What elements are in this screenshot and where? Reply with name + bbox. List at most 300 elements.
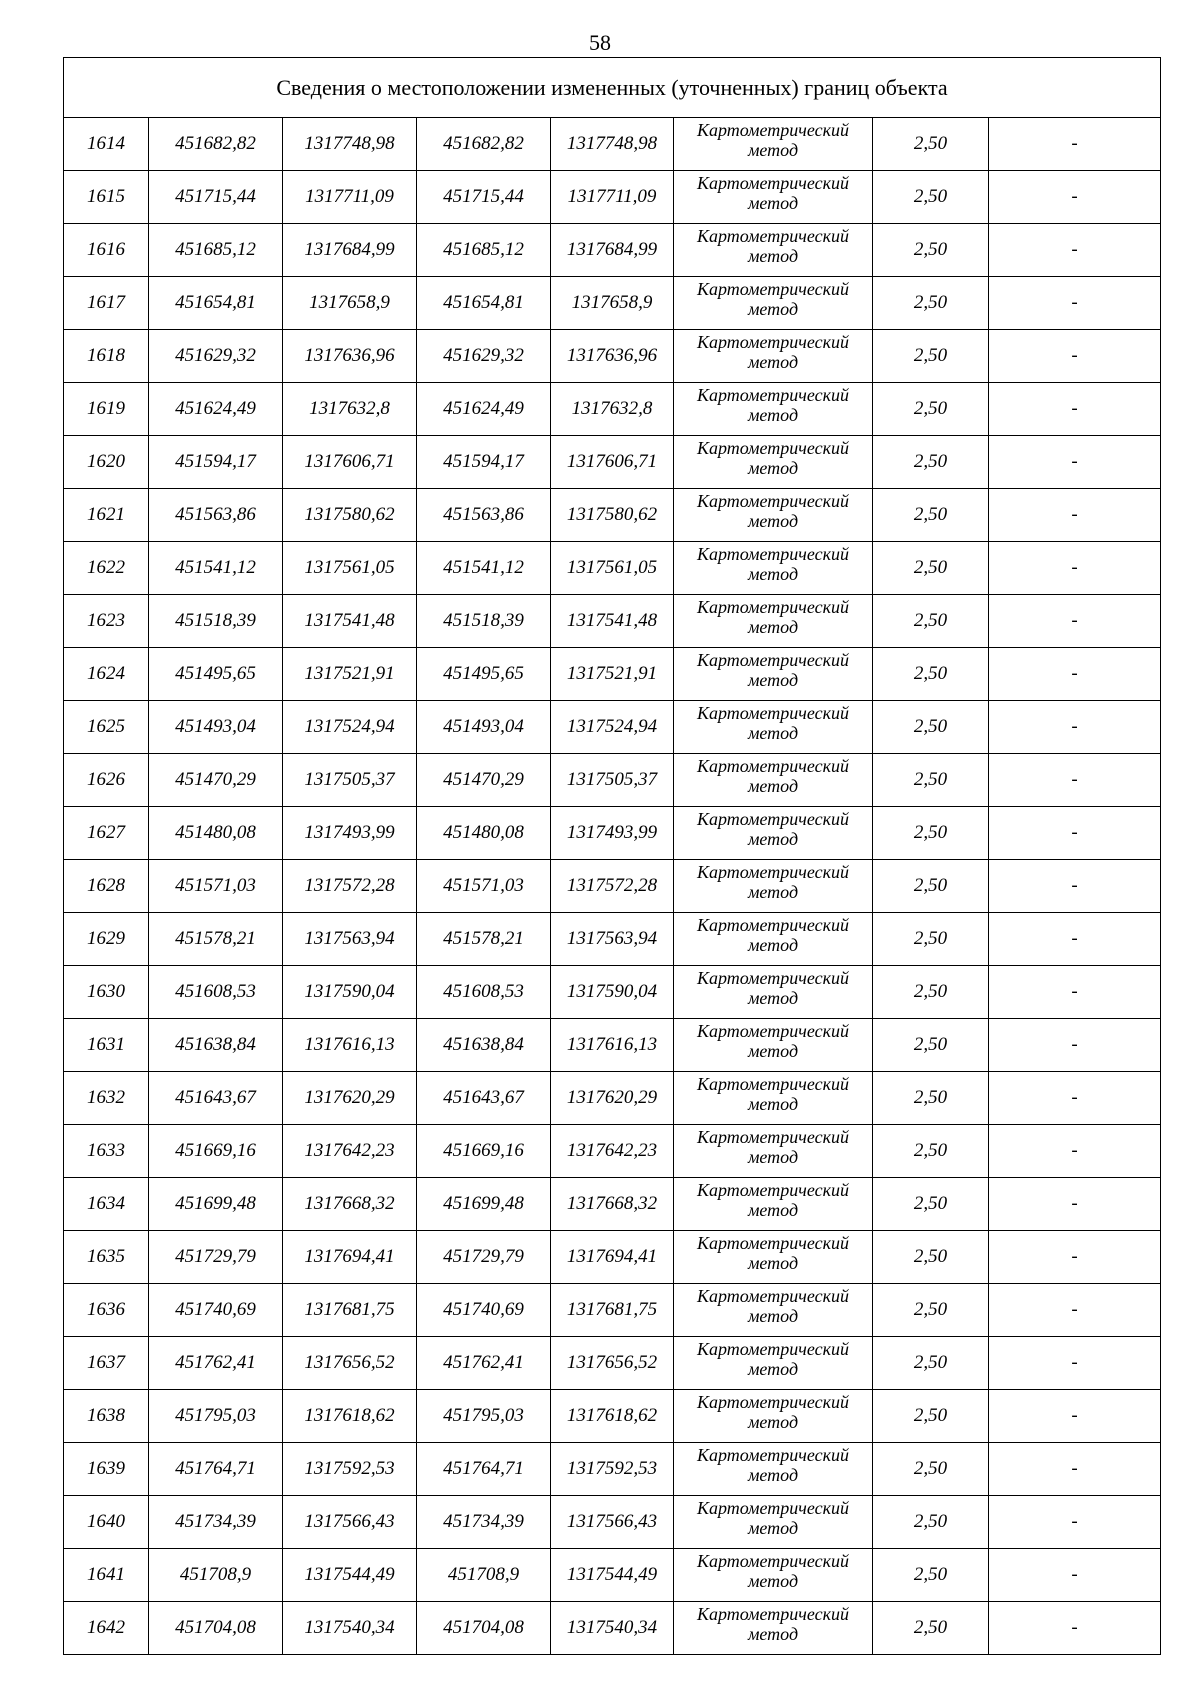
x-refined-cell: 451654,81	[417, 277, 551, 330]
accuracy-cell: 2,50	[873, 648, 989, 701]
y-refined-cell: 1317656,52	[551, 1337, 674, 1390]
point-number-cell: 1614	[64, 118, 149, 171]
method-line-2: метод	[747, 1094, 799, 1114]
x-existing-cell: 451734,39	[149, 1496, 283, 1549]
table-row	[64, 1125, 1161, 1178]
x-existing-cell: 451682,82	[149, 118, 283, 171]
x-refined-cell: 451762,41	[417, 1337, 551, 1390]
method-cell	[674, 542, 873, 595]
table-row	[64, 701, 1161, 754]
method-line-2: метод	[747, 140, 799, 160]
description-cell: -	[989, 489, 1161, 542]
point-number-cell: 1616	[64, 224, 149, 277]
method-line-2: метод	[747, 723, 799, 743]
y-refined-cell: 1317642,23	[551, 1125, 674, 1178]
point-number-cell: 1617	[64, 277, 149, 330]
accuracy-cell: 2,50	[873, 1496, 989, 1549]
accuracy-cell: 2,50	[873, 1125, 989, 1178]
point-number-cell: 1618	[64, 330, 149, 383]
x-existing-cell: 451669,16	[149, 1125, 283, 1178]
description-cell: -	[989, 648, 1161, 701]
point-number-cell: 1634	[64, 1178, 149, 1231]
method-line-1: Картометрический	[696, 385, 849, 405]
method-cell	[674, 648, 873, 701]
point-number-cell: 1636	[64, 1284, 149, 1337]
x-existing-cell: 451518,39	[149, 595, 283, 648]
accuracy-cell: 2,50	[873, 436, 989, 489]
x-existing-cell: 451578,21	[149, 913, 283, 966]
method-line-1: Картометрический	[696, 1286, 849, 1306]
description-cell: -	[989, 860, 1161, 913]
table-row	[64, 595, 1161, 648]
boundary-coordinates-table	[63, 57, 1161, 1655]
method-line-1: Картометрический	[696, 862, 849, 882]
point-number-cell: 1635	[64, 1231, 149, 1284]
accuracy-cell: 2,50	[873, 1284, 989, 1337]
point-number-cell: 1632	[64, 1072, 149, 1125]
x-existing-cell: 451654,81	[149, 277, 283, 330]
table-row	[64, 542, 1161, 595]
description-cell: -	[989, 277, 1161, 330]
method-line-1: Картометрический	[696, 703, 849, 723]
method-line-2: метод	[747, 246, 799, 266]
method-cell	[674, 1178, 873, 1231]
y-refined-cell: 1317561,05	[551, 542, 674, 595]
x-refined-cell: 451740,69	[417, 1284, 551, 1337]
description-cell: -	[989, 1337, 1161, 1390]
description-cell: -	[989, 754, 1161, 807]
x-refined-cell: 451495,65	[417, 648, 551, 701]
accuracy-cell: 2,50	[873, 1443, 989, 1496]
y-refined-cell: 1317616,13	[551, 1019, 674, 1072]
x-refined-cell: 451764,71	[417, 1443, 551, 1496]
x-refined-cell: 451682,82	[417, 118, 551, 171]
x-refined-cell: 451734,39	[417, 1496, 551, 1549]
table-row	[64, 330, 1161, 383]
method-line-2: метод	[747, 193, 799, 213]
method-line-1: Картометрический	[696, 1127, 849, 1147]
accuracy-cell: 2,50	[873, 807, 989, 860]
method-line-2: метод	[747, 1200, 799, 1220]
method-cell	[674, 224, 873, 277]
method-line-1: Картометрический	[696, 491, 849, 511]
y-refined-cell: 1317658,9	[551, 277, 674, 330]
method-line-2: метод	[747, 829, 799, 849]
page-number: 58	[589, 30, 611, 55]
method-line-1: Картометрический	[696, 1180, 849, 1200]
y-refined-cell: 1317563,94	[551, 913, 674, 966]
method-cell	[674, 1125, 873, 1178]
x-refined-cell: 451563,86	[417, 489, 551, 542]
method-line-1: Картометрический	[696, 1604, 849, 1624]
x-refined-cell: 451541,12	[417, 542, 551, 595]
x-existing-cell: 451715,44	[149, 171, 283, 224]
x-refined-cell: 451480,08	[417, 807, 551, 860]
accuracy-cell: 2,50	[873, 1019, 989, 1072]
table-title: Сведения о местоположении измененных (уточненных) границ объекта	[64, 58, 1161, 118]
x-existing-cell: 451643,67	[149, 1072, 283, 1125]
description-cell: -	[989, 1496, 1161, 1549]
accuracy-cell: 2,50	[873, 595, 989, 648]
accuracy-cell: 2,50	[873, 1337, 989, 1390]
method-line-1: Картометрический	[696, 1074, 849, 1094]
description-cell: -	[989, 383, 1161, 436]
accuracy-cell: 2,50	[873, 118, 989, 171]
y-refined-cell: 1317636,96	[551, 330, 674, 383]
x-refined-cell: 451704,08	[417, 1602, 551, 1655]
accuracy-cell: 2,50	[873, 1602, 989, 1655]
x-refined-cell: 451629,32	[417, 330, 551, 383]
table-row	[64, 277, 1161, 330]
x-existing-cell: 451795,03	[149, 1390, 283, 1443]
y-existing-cell: 1317524,94	[283, 701, 417, 754]
x-refined-cell: 451493,04	[417, 701, 551, 754]
method-line-1: Картометрический	[696, 120, 849, 140]
description-cell: -	[989, 1178, 1161, 1231]
method-line-2: метод	[747, 935, 799, 955]
x-refined-cell: 451708,9	[417, 1549, 551, 1602]
point-number-cell: 1619	[64, 383, 149, 436]
table-row	[64, 860, 1161, 913]
table-row	[64, 171, 1161, 224]
y-existing-cell: 1317572,28	[283, 860, 417, 913]
y-existing-cell: 1317694,41	[283, 1231, 417, 1284]
x-refined-cell: 451624,49	[417, 383, 551, 436]
method-line-2: метод	[747, 1571, 799, 1591]
x-refined-cell: 451699,48	[417, 1178, 551, 1231]
y-refined-cell: 1317620,29	[551, 1072, 674, 1125]
method-line-1: Картометрический	[696, 1445, 849, 1465]
method-cell	[674, 595, 873, 648]
table-row	[64, 489, 1161, 542]
point-number-cell: 1627	[64, 807, 149, 860]
y-existing-cell: 1317658,9	[283, 277, 417, 330]
method-line-2: метод	[747, 511, 799, 531]
x-existing-cell: 451563,86	[149, 489, 283, 542]
y-refined-cell: 1317694,41	[551, 1231, 674, 1284]
method-line-1: Картометрический	[696, 915, 849, 935]
method-line-2: метод	[747, 458, 799, 478]
point-number-cell: 1633	[64, 1125, 149, 1178]
y-refined-cell: 1317566,43	[551, 1496, 674, 1549]
y-refined-cell: 1317505,37	[551, 754, 674, 807]
method-line-1: Картометрический	[696, 1551, 849, 1571]
x-existing-cell: 451608,53	[149, 966, 283, 1019]
method-cell	[674, 966, 873, 1019]
y-existing-cell: 1317620,29	[283, 1072, 417, 1125]
x-existing-cell: 451685,12	[149, 224, 283, 277]
x-refined-cell: 451669,16	[417, 1125, 551, 1178]
description-cell: -	[989, 330, 1161, 383]
y-refined-cell: 1317606,71	[551, 436, 674, 489]
table-row	[64, 1549, 1161, 1602]
point-number-cell: 1626	[64, 754, 149, 807]
method-cell	[674, 489, 873, 542]
description-cell: -	[989, 701, 1161, 754]
table-row	[64, 966, 1161, 1019]
method-cell	[674, 171, 873, 224]
method-line-1: Картометрический	[696, 279, 849, 299]
y-existing-cell: 1317616,13	[283, 1019, 417, 1072]
y-existing-cell: 1317544,49	[283, 1549, 417, 1602]
x-refined-cell: 451608,53	[417, 966, 551, 1019]
table-row	[64, 1390, 1161, 1443]
y-refined-cell: 1317711,09	[551, 171, 674, 224]
y-refined-cell: 1317684,99	[551, 224, 674, 277]
y-existing-cell: 1317606,71	[283, 436, 417, 489]
y-existing-cell: 1317681,75	[283, 1284, 417, 1337]
point-number-cell: 1625	[64, 701, 149, 754]
description-cell: -	[989, 171, 1161, 224]
method-line-2: метод	[747, 988, 799, 1008]
y-existing-cell: 1317563,94	[283, 913, 417, 966]
method-line-2: метод	[747, 564, 799, 584]
point-number-cell: 1621	[64, 489, 149, 542]
table-row	[64, 118, 1161, 171]
x-refined-cell: 451715,44	[417, 171, 551, 224]
x-existing-cell: 451704,08	[149, 1602, 283, 1655]
y-existing-cell: 1317668,32	[283, 1178, 417, 1231]
point-number-cell: 1630	[64, 966, 149, 1019]
table-row	[64, 1284, 1161, 1337]
point-number-cell: 1620	[64, 436, 149, 489]
method-line-1: Картометрический	[696, 438, 849, 458]
y-refined-cell: 1317493,99	[551, 807, 674, 860]
table-row	[64, 1072, 1161, 1125]
accuracy-cell: 2,50	[873, 913, 989, 966]
point-number-cell: 1624	[64, 648, 149, 701]
accuracy-cell: 2,50	[873, 171, 989, 224]
description-cell: -	[989, 966, 1161, 1019]
accuracy-cell: 2,50	[873, 330, 989, 383]
method-line-1: Картометрический	[696, 226, 849, 246]
y-refined-cell: 1317544,49	[551, 1549, 674, 1602]
table-row	[64, 807, 1161, 860]
x-existing-cell: 451699,48	[149, 1178, 283, 1231]
method-line-1: Картометрический	[696, 544, 849, 564]
description-cell: -	[989, 595, 1161, 648]
method-cell	[674, 701, 873, 754]
method-cell	[674, 1443, 873, 1496]
y-existing-cell: 1317592,53	[283, 1443, 417, 1496]
y-refined-cell: 1317540,34	[551, 1602, 674, 1655]
method-cell	[674, 118, 873, 171]
point-number-cell: 1642	[64, 1602, 149, 1655]
point-number-cell: 1629	[64, 913, 149, 966]
description-cell: -	[989, 807, 1161, 860]
method-line-2: метод	[747, 1465, 799, 1485]
method-cell	[674, 754, 873, 807]
accuracy-cell: 2,50	[873, 224, 989, 277]
y-existing-cell: 1317684,99	[283, 224, 417, 277]
method-line-1: Картометрический	[696, 809, 849, 829]
x-existing-cell: 451740,69	[149, 1284, 283, 1337]
point-number-cell: 1631	[64, 1019, 149, 1072]
method-cell	[674, 383, 873, 436]
method-line-1: Картометрический	[696, 650, 849, 670]
y-existing-cell: 1317636,96	[283, 330, 417, 383]
method-cell	[674, 1602, 873, 1655]
method-cell	[674, 1337, 873, 1390]
method-line-2: метод	[747, 1412, 799, 1432]
y-refined-cell: 1317521,91	[551, 648, 674, 701]
description-cell: -	[989, 1019, 1161, 1072]
y-refined-cell: 1317668,32	[551, 1178, 674, 1231]
method-line-2: метод	[747, 882, 799, 902]
x-existing-cell: 451708,9	[149, 1549, 283, 1602]
x-refined-cell: 451729,79	[417, 1231, 551, 1284]
x-refined-cell: 451518,39	[417, 595, 551, 648]
y-refined-cell: 1317524,94	[551, 701, 674, 754]
y-refined-cell: 1317580,62	[551, 489, 674, 542]
method-cell	[674, 277, 873, 330]
table-row	[64, 1178, 1161, 1231]
y-existing-cell: 1317566,43	[283, 1496, 417, 1549]
method-line-1: Картометрический	[696, 1339, 849, 1359]
x-existing-cell: 451638,84	[149, 1019, 283, 1072]
description-cell: -	[989, 1231, 1161, 1284]
y-existing-cell: 1317642,23	[283, 1125, 417, 1178]
method-cell	[674, 436, 873, 489]
method-line-1: Картометрический	[696, 173, 849, 193]
accuracy-cell: 2,50	[873, 1549, 989, 1602]
method-cell	[674, 1390, 873, 1443]
x-existing-cell: 451493,04	[149, 701, 283, 754]
method-line-2: метод	[747, 299, 799, 319]
accuracy-cell: 2,50	[873, 860, 989, 913]
y-existing-cell: 1317521,91	[283, 648, 417, 701]
method-cell	[674, 913, 873, 966]
description-cell: -	[989, 1284, 1161, 1337]
x-existing-cell: 451594,17	[149, 436, 283, 489]
method-line-2: метод	[747, 1624, 799, 1644]
y-existing-cell: 1317632,8	[283, 383, 417, 436]
table-row	[64, 913, 1161, 966]
x-existing-cell: 451629,32	[149, 330, 283, 383]
method-cell	[674, 1019, 873, 1072]
description-cell: -	[989, 913, 1161, 966]
method-line-1: Картометрический	[696, 1021, 849, 1041]
description-cell: -	[989, 1072, 1161, 1125]
description-cell: -	[989, 1549, 1161, 1602]
accuracy-cell: 2,50	[873, 1390, 989, 1443]
accuracy-cell: 2,50	[873, 1072, 989, 1125]
method-line-2: метод	[747, 617, 799, 637]
y-refined-cell: 1317632,8	[551, 383, 674, 436]
point-number-cell: 1637	[64, 1337, 149, 1390]
x-refined-cell: 451638,84	[417, 1019, 551, 1072]
x-existing-cell: 451571,03	[149, 860, 283, 913]
method-line-1: Картометрический	[696, 597, 849, 617]
y-refined-cell: 1317590,04	[551, 966, 674, 1019]
method-line-2: метод	[747, 1147, 799, 1167]
accuracy-cell: 2,50	[873, 383, 989, 436]
point-number-cell: 1628	[64, 860, 149, 913]
description-cell: -	[989, 542, 1161, 595]
table-row	[64, 1602, 1161, 1655]
table-row	[64, 1443, 1161, 1496]
method-line-1: Картометрический	[696, 1498, 849, 1518]
method-line-2: метод	[747, 1306, 799, 1326]
table-row	[64, 1496, 1161, 1549]
table-row	[64, 436, 1161, 489]
method-line-2: метод	[747, 1518, 799, 1538]
table-row	[64, 1337, 1161, 1390]
point-number-cell: 1622	[64, 542, 149, 595]
method-cell	[674, 1284, 873, 1337]
description-cell: -	[989, 436, 1161, 489]
method-line-2: метод	[747, 1253, 799, 1273]
y-existing-cell: 1317505,37	[283, 754, 417, 807]
table-row	[64, 1019, 1161, 1072]
method-cell	[674, 1072, 873, 1125]
y-existing-cell: 1317618,62	[283, 1390, 417, 1443]
description-cell: -	[989, 1125, 1161, 1178]
x-refined-cell: 451594,17	[417, 436, 551, 489]
accuracy-cell: 2,50	[873, 542, 989, 595]
method-cell	[674, 1496, 873, 1549]
method-line-2: метод	[747, 670, 799, 690]
x-existing-cell: 451764,71	[149, 1443, 283, 1496]
y-existing-cell: 1317590,04	[283, 966, 417, 1019]
x-existing-cell: 451470,29	[149, 754, 283, 807]
x-existing-cell: 451480,08	[149, 807, 283, 860]
x-refined-cell: 451578,21	[417, 913, 551, 966]
method-line-1: Картометрический	[696, 332, 849, 352]
accuracy-cell: 2,50	[873, 1178, 989, 1231]
point-number-cell: 1615	[64, 171, 149, 224]
method-line-1: Картометрический	[696, 1233, 849, 1253]
method-line-2: метод	[747, 776, 799, 796]
point-number-cell: 1638	[64, 1390, 149, 1443]
description-cell: -	[989, 1602, 1161, 1655]
accuracy-cell: 2,50	[873, 966, 989, 1019]
method-cell	[674, 1231, 873, 1284]
method-line-2: метод	[747, 352, 799, 372]
point-number-cell: 1623	[64, 595, 149, 648]
x-refined-cell: 451571,03	[417, 860, 551, 913]
point-number-cell: 1639	[64, 1443, 149, 1496]
method-line-1: Картометрический	[696, 756, 849, 776]
x-existing-cell: 451624,49	[149, 383, 283, 436]
y-refined-cell: 1317572,28	[551, 860, 674, 913]
y-existing-cell: 1317493,99	[283, 807, 417, 860]
description-cell: -	[989, 1390, 1161, 1443]
accuracy-cell: 2,50	[873, 754, 989, 807]
table-row	[64, 383, 1161, 436]
y-refined-cell: 1317681,75	[551, 1284, 674, 1337]
x-existing-cell: 451762,41	[149, 1337, 283, 1390]
x-existing-cell: 451495,65	[149, 648, 283, 701]
x-existing-cell: 451541,12	[149, 542, 283, 595]
table-row	[64, 648, 1161, 701]
accuracy-cell: 2,50	[873, 701, 989, 754]
method-line-2: метод	[747, 1041, 799, 1061]
method-cell	[674, 860, 873, 913]
method-cell	[674, 807, 873, 860]
table-row	[64, 1231, 1161, 1284]
x-refined-cell: 451470,29	[417, 754, 551, 807]
method-line-1: Картометрический	[696, 968, 849, 988]
point-number-cell: 1641	[64, 1549, 149, 1602]
x-existing-cell: 451729,79	[149, 1231, 283, 1284]
table-row	[64, 754, 1161, 807]
y-existing-cell: 1317748,98	[283, 118, 417, 171]
table-row	[64, 224, 1161, 277]
x-refined-cell: 451643,67	[417, 1072, 551, 1125]
description-cell: -	[989, 118, 1161, 171]
y-refined-cell: 1317618,62	[551, 1390, 674, 1443]
